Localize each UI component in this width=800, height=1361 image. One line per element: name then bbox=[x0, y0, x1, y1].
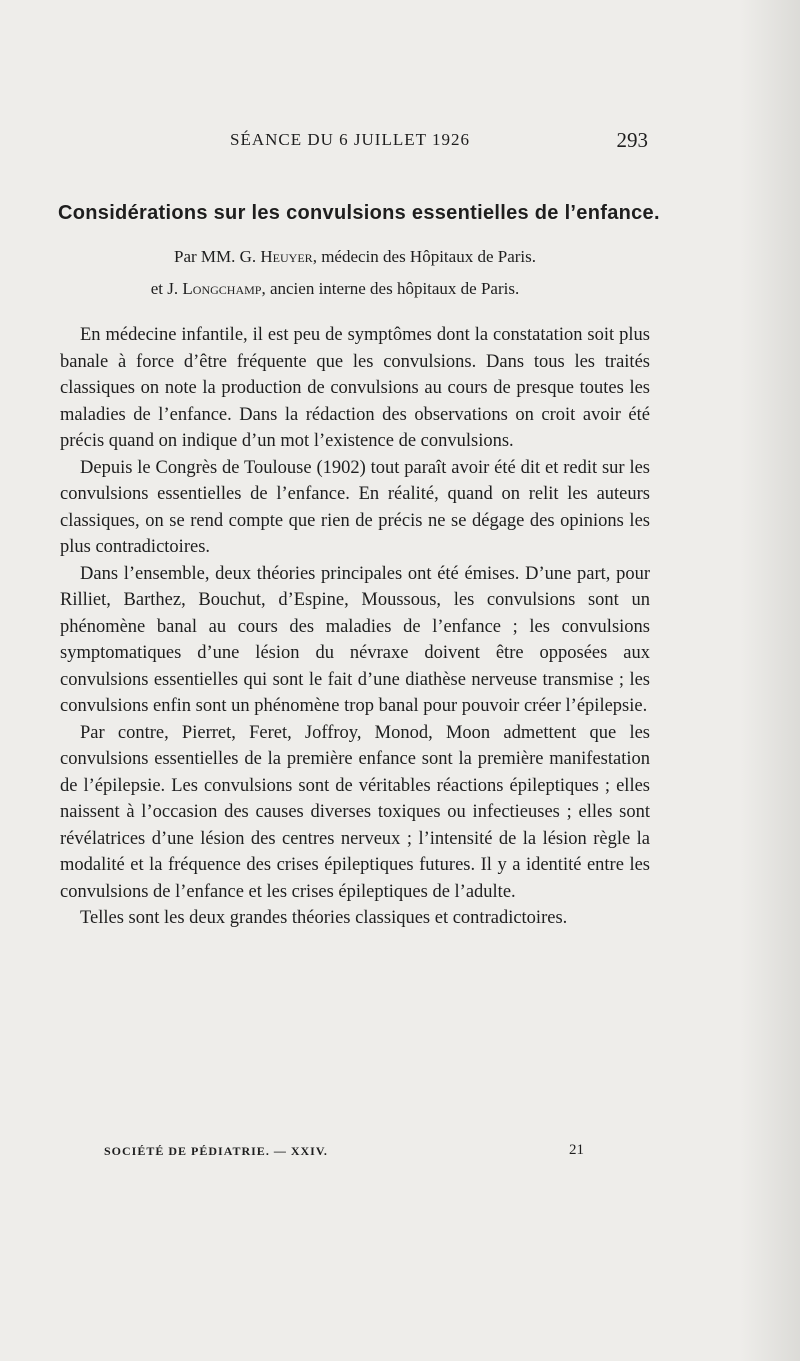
running-head bbox=[60, 128, 648, 158]
page-number: 293 bbox=[616, 128, 648, 152]
page-footer bbox=[104, 1144, 584, 1164]
paragraph: Telles sont les deux grandes théories classiques et contradictoires. bbox=[80, 908, 568, 928]
article-body bbox=[60, 322, 650, 932]
byline-heuyer bbox=[60, 247, 650, 267]
author-name: Longchamp bbox=[182, 279, 262, 298]
paragraph: En médecine infantile, il est peu de symptômes dont la constatation soit plus banale à force d’être fréquente que les convulsions. Dans tous les traités classiques on note la production de convulsions au cours de presque toutes les maladies de l’enfance. Dans la rédaction des observations on croit avoir été précis quand on indique d’un mot l’existence de convulsions. bbox=[60, 325, 650, 451]
paragraph: Depuis le Congrès de Toulouse (1902) tout paraît avoir été dit et redit sur les convulsions essentielles de l’enfance. En réalité, quand on relit les auteurs classiques, on se rend compte que rien de précis ne se dégage des opinions les plus contradictoires. bbox=[60, 457, 650, 557]
footer-signature: SOCIÉTÉ DE PÉDIATRIE. — XXIV. bbox=[104, 1144, 328, 1158]
byline-affiliation: , médecin des Hôpitaux de Paris. bbox=[312, 247, 536, 266]
sheet-number: 21 bbox=[569, 1142, 584, 1158]
running-head-title: SÉANCE DU 6 JUILLET 1926 bbox=[230, 130, 470, 149]
byline-longchamp bbox=[40, 279, 630, 299]
byline-prefix: et J. bbox=[150, 279, 183, 298]
byline-affiliation: , ancien interne des hôpitaux de Paris. bbox=[261, 279, 520, 298]
byline-prefix: Par MM. G. bbox=[173, 247, 261, 266]
paragraph: Par contre, Pierret, Feret, Joffroy, Monod, Moon admettent que les convulsions essentielles de la première enfance sont la première manifestation de l’épilepsie. Les convulsions sont de véritables réactions épileptiques ; elles naissent à l’occasion des causes diverses toxiques ou infectieuses ; elles sont révélatrices d’une lésion des centres nerveux ; l’intensité de la lésion règle la modalité et la fréquence des crises épileptiques futures. Il y a identité entre les convulsions de l’enfance et les crises épileptiques de l’adulte. bbox=[60, 722, 650, 902]
page-edge-shadow bbox=[740, 0, 800, 1361]
paragraph: Dans l’ensemble, deux théories principales ont été émises. D’une part, pour Rilliet, Barthez, Bouchut, d’Espine, Moussous, les convulsions sont un phénomène banal au cours des maladies de l’enfance ; les convulsions symptomatiques d’une lésion du névraxe doivent être opposées aux convulsions essentielles qui sont le fait d’une diathèse nerveuse transmise ; les convulsions enfin sont un phénomène trop banal pour pouvoir créer l’épilepsie. bbox=[60, 563, 650, 716]
article-title: Considérations sur les convulsions essentielles de l’enfance. bbox=[58, 202, 660, 224]
author-name: Heuyer bbox=[260, 247, 313, 266]
